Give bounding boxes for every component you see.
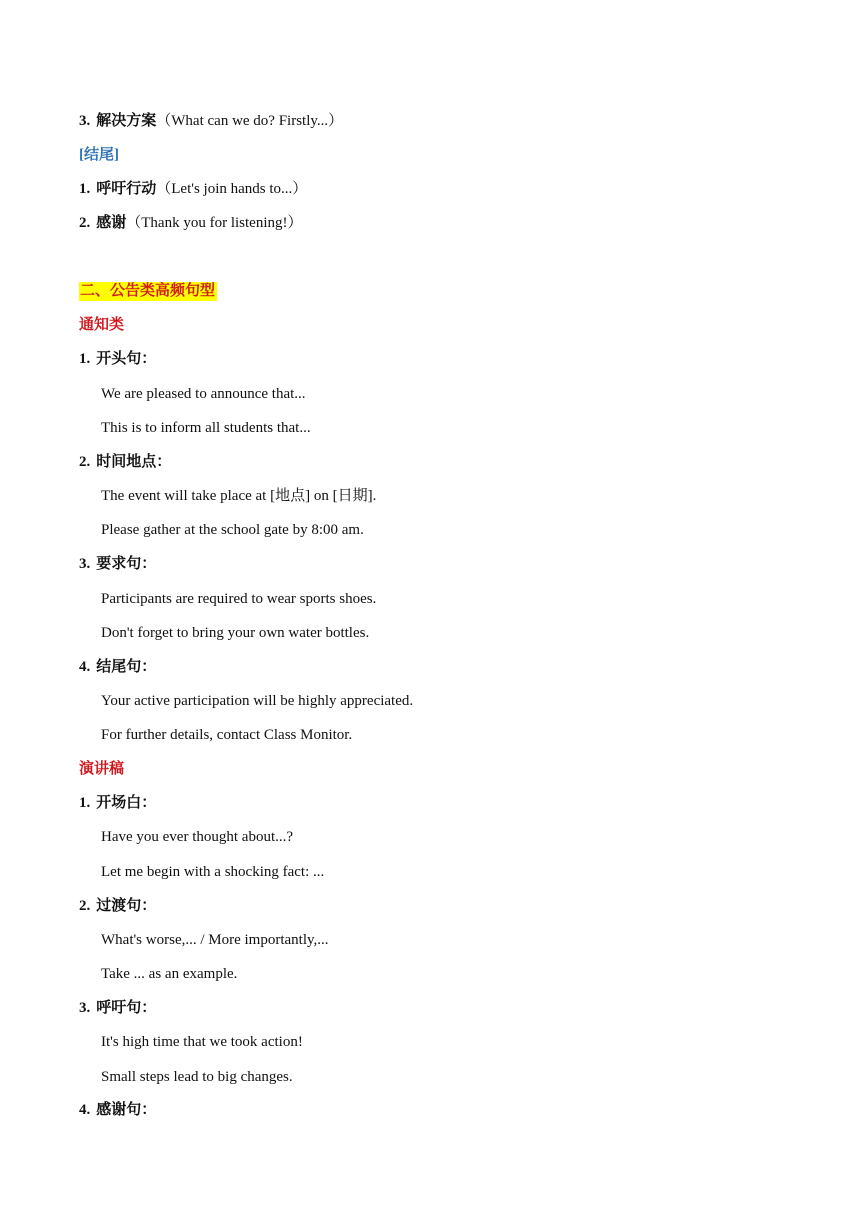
notice-item-opening: [79, 349, 156, 369]
item-number: 1.: [79, 795, 91, 811]
ending-heading: [结尾]: [79, 147, 119, 163]
notice-item-time-place: [79, 452, 171, 472]
item-label: 感谢: [96, 215, 127, 231]
item-number: 3.: [79, 113, 91, 129]
item-label: 要求句：: [96, 556, 157, 572]
notice-item-requirements: [79, 554, 156, 574]
item-label: 结尾句：: [96, 659, 157, 675]
item-note: （What can we do? Firstly...）: [156, 113, 344, 129]
item-note: （Thank you for listening!）: [126, 215, 303, 231]
item-number: 2.: [79, 454, 91, 470]
example-sentence: Your active participation will be highly appreciated.: [101, 693, 414, 709]
speech-item-opening: [79, 793, 156, 813]
notice-heading: 通知类: [79, 317, 125, 333]
section-title-highlight: 二、公告类高频句型: [80, 283, 216, 299]
item-label: 呼吁行动: [96, 181, 157, 197]
item-number: 4.: [79, 659, 91, 675]
item-number: 2.: [79, 215, 91, 231]
item-number: 2.: [79, 898, 91, 914]
speech-heading: 演讲稿: [79, 761, 125, 777]
example-sentence: Participants are required to wear sports shoes.: [101, 591, 377, 607]
item-number: 3.: [79, 1000, 91, 1016]
example-sentence: It's high time that we took action!: [101, 1034, 303, 1050]
item-label: 解决方案: [96, 113, 157, 129]
example-sentence: Let me begin with a shocking fact: ...: [101, 864, 325, 880]
speech-item-appeal: [79, 998, 156, 1018]
example-sentence: The event will take place at [地点] on [日期].: [101, 488, 377, 504]
example-sentence: This is to inform all students that...: [101, 420, 311, 436]
ending-item-thanks: [79, 213, 303, 233]
item-number: 1.: [79, 181, 91, 197]
example-sentence: Small steps lead to big changes.: [101, 1069, 293, 1085]
ending-item-call-to-action: [79, 179, 307, 199]
item-number: 1.: [79, 351, 91, 367]
notice-item-closing: [79, 657, 156, 677]
example-sentence: Take ... as an example.: [101, 966, 238, 982]
speech-item-transition: [79, 896, 156, 916]
example-sentence: What's worse,... / More importantly,...: [101, 932, 329, 948]
example-sentence: We are pleased to announce that...: [101, 386, 306, 402]
item-number: 3.: [79, 556, 91, 572]
item-label: 过渡句：: [96, 898, 157, 914]
item-label: 时间地点：: [96, 454, 172, 470]
item-label: 开场白：: [96, 795, 157, 811]
example-sentence: For further details, contact Class Monitor.: [101, 727, 353, 743]
item-number: 4.: [79, 1102, 91, 1118]
intro-item-solution: [79, 111, 343, 131]
example-sentence: Please gather at the school gate by 8:00 am.: [101, 522, 364, 538]
item-label: 开头句：: [96, 351, 157, 367]
item-note: （Let's join hands to...）: [156, 181, 308, 197]
item-label: 呼吁句：: [96, 1000, 157, 1016]
example-sentence: Don't forget to bring your own water bottles.: [101, 625, 370, 641]
example-sentence: Have you ever thought about...?: [101, 829, 294, 845]
item-label: 感谢句：: [96, 1102, 157, 1118]
speech-item-thanks: [79, 1100, 156, 1120]
section-title: [79, 281, 217, 301]
